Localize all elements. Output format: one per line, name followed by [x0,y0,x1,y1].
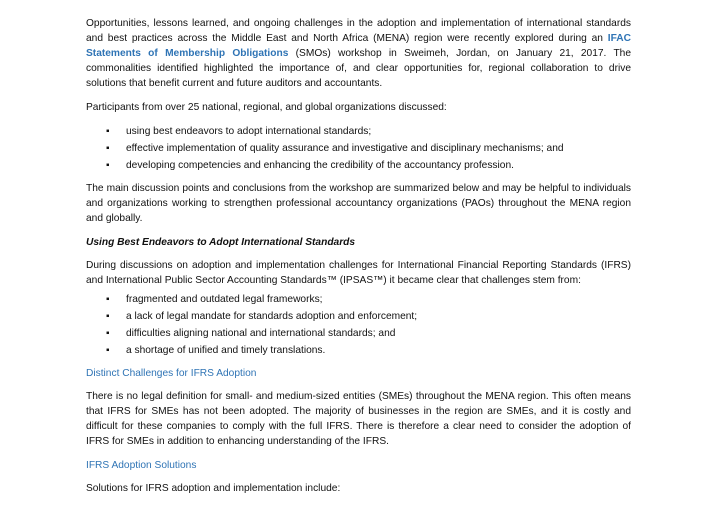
participants-list [86,124,631,173]
challenges-list [86,292,631,358]
list-item: ▪ fragmented and outdated legal frameworks; [86,292,631,307]
summary-paragraph: The main discussion points and conclusions from the workshop are summarized below and may be helpful to individuals and organizations working to strengthen professional accountancy organizations (PAOs) throughout the MENA region and globally. [86,183,631,224]
section-heading-ifrs-challenges: Distinct Challenges for IFRS Adoption [86,368,257,379]
section-heading-best-endeavors: Using Best Endeavors to Adopt International Standards [86,237,356,248]
list-item: ▪ a lack of legal mandate for standards adoption and enforcement; [86,309,631,324]
list-item: ▪ a shortage of unified and timely translations. [86,343,631,358]
list-item: ▪ difficulties aligning national and international standards; and [86,326,631,341]
intro-text-2: (SMOs) workshop in Sweimeh, Jordan, on January 21, 2017. The commonalities identified highlighted the importance of, and clear opportunities for, regional collaboration to drive solutions that benefit current and future auditors and accountants. [86,48,632,89]
intro-paragraph [86,16,631,91]
list-item: ▪ using best endeavors to adopt international standards; [86,124,631,139]
intro-text-1: Opportunities, lessons learned, and ongoing challenges in the adoption and implementation of international standards and best practices across the Middle East and North Africa (MENA) region were recently explored during an [86,18,631,44]
section-paragraph: During discussions on adoption and implementation challenges for International Financial Reporting Standards (IFRS) and International Public Sector Accounting Standards™ (IPSAS™) it became clear that challenges stem from: [86,260,631,286]
list-item: ▪ developing competencies and enhancing the credibility of the accountancy profession. [86,158,631,173]
smo-link[interactable]: IFAC Statements of Membership Obligations [86,33,631,59]
document-body [86,16,631,505]
participants-paragraph: Participants from over 25 national, regional, and global organizations discussed: [86,102,447,113]
section-paragraph: There is no legal definition for small- and medium-sized entities (SMEs) throughout the MENA region. This often means that IFRS for SMEs has not been adopted. The majority of businesses in the region are SMEs, and it is costly and difficult for these companies to comply with the full IFRS. There is therefore a clear need to consider the adoption of IFRS for SMEs in addition to enhancing understanding of the IFRS. [86,391,631,447]
list-item: ▪ effective implementation of quality assurance and investigative and disciplinary mechanisms; and [86,141,631,156]
section-paragraph: Solutions for IFRS adoption and implementation include: [86,483,341,494]
section-heading-ifrs-solutions: IFRS Adoption Solutions [86,460,197,471]
